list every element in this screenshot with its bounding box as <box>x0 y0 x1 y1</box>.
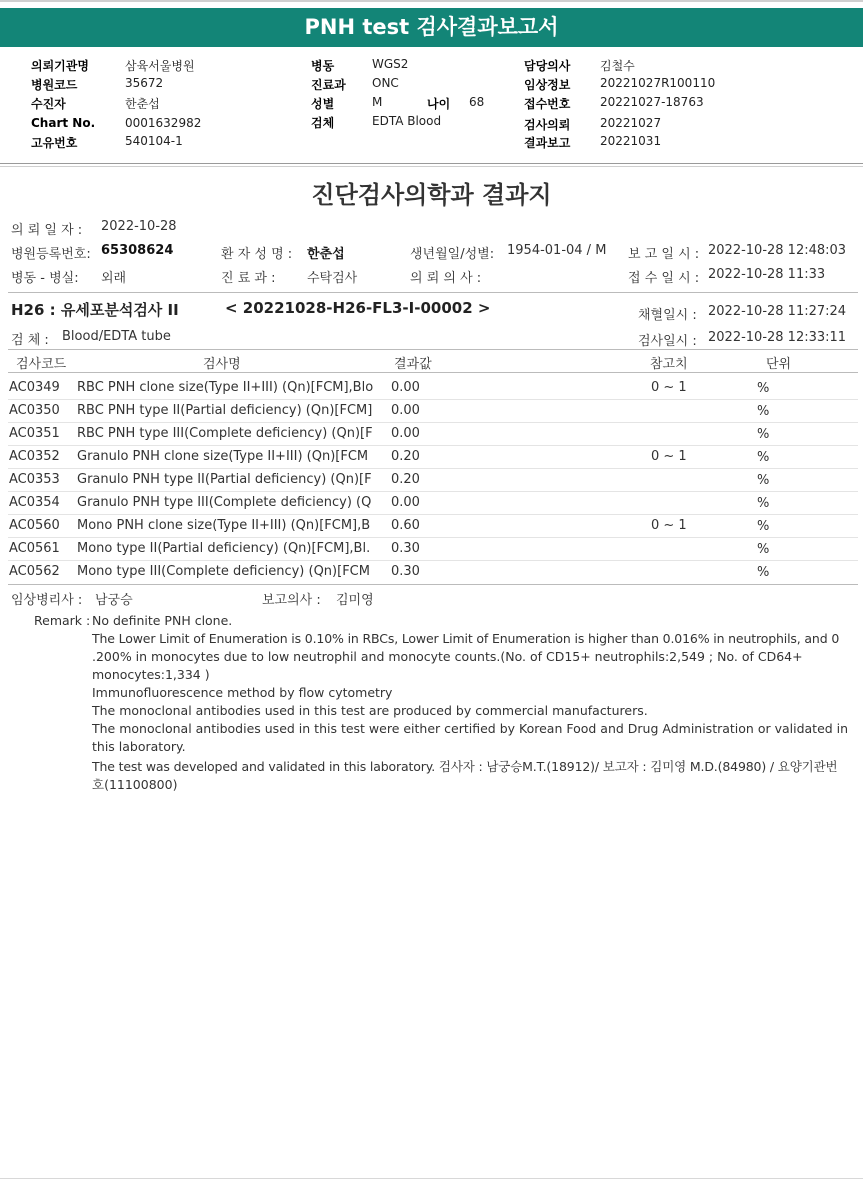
header-value-age: 68 <box>469 95 485 109</box>
row-name: Mono type III(Complete deficiency) (Qn)[FCM <box>77 564 370 579</box>
birth-sex-label: 생년월일/성별: <box>410 247 495 262</box>
header-value-institution: 삼육서울병원 <box>125 59 195 73</box>
table-top-divider <box>8 349 858 350</box>
remark-line: The test was developed and validated in this laboratory. 검사자 : 남궁승M.T.(18912)/ 보고자 : 김미영 M.D.(84980) / 요양기관번 <box>92 759 838 774</box>
row-name: Mono PNH clone size(Type II+III) (Qn)[FCM],B <box>77 518 371 533</box>
remark-line: No definite PNH clone. <box>92 613 233 628</box>
test-group-title: H26 : 유세포분석검사 II <box>11 301 179 319</box>
row-code: AC0351 <box>9 426 60 441</box>
col-header-unit: 단위 <box>766 357 792 372</box>
row-unit: % <box>757 404 770 419</box>
row-code: AC0352 <box>9 449 60 464</box>
row-code: AC0349 <box>9 380 60 395</box>
technician-label: 임상병리사 : <box>11 593 83 608</box>
header-label-clinical-info: 임상정보 <box>524 78 571 92</box>
remark-line: The Lower Limit of Enumeration is 0.10% in RBCs, Lower Limit of Enumeration is higher than 0.016% in neutrophils, and 0 <box>92 631 840 646</box>
header-value-specimen: EDTA Blood <box>372 114 442 128</box>
header-value-chart-no: 0001632982 <box>125 116 202 130</box>
row-result: 0.30 <box>391 541 420 556</box>
row-result: 0.20 <box>391 472 420 487</box>
reg-no-label: 병원등록번호: <box>11 247 91 262</box>
row-result: 0.00 <box>391 403 420 418</box>
receipt-time-value: 2022-10-28 11:33 <box>708 267 826 282</box>
row-unit: % <box>757 427 770 442</box>
header-label-chart-no: Chart No. <box>31 116 96 130</box>
report-time-value: 2022-10-28 12:48:03 <box>708 243 847 258</box>
collect-time-value: 2022-10-28 11:27:24 <box>708 304 847 319</box>
remark-label: Remark : <box>34 613 91 628</box>
department-value: 수탁검사 <box>307 271 358 286</box>
specimen-label: 검 체 : <box>11 333 49 348</box>
info-divider <box>8 292 858 293</box>
col-header-name: 검사명 <box>203 357 241 372</box>
report-banner-title: PNH test 검사결과보고서 <box>0 8 863 47</box>
row-ref: 0 ~ 1 <box>651 449 687 464</box>
header-label-dept: 진료과 <box>311 78 346 92</box>
receipt-time-label: 접 수 일 시 : <box>628 271 700 286</box>
row-ref: 0 ~ 1 <box>651 380 687 395</box>
row-divider <box>8 445 858 446</box>
request-date-value: 2022-10-28 <box>101 219 177 234</box>
row-code: AC0353 <box>9 472 60 487</box>
page-bottom-border <box>0 1178 863 1179</box>
header-value-result-report: 20221031 <box>600 134 662 148</box>
row-result: 0.00 <box>391 380 420 395</box>
row-code: AC0350 <box>9 403 60 418</box>
reporting-doctor-value: 김미영 <box>336 593 374 608</box>
row-unit: % <box>757 496 770 511</box>
technician-value: 남궁승 <box>95 593 133 608</box>
exam-time-label: 검사일시 : <box>638 334 697 349</box>
patient-name-label: 환 자 성 명 : <box>221 247 293 262</box>
specimen-id: < 20221028-H26-FL3-I-00002 > <box>225 299 491 317</box>
remark-line: monocytes:1,334 ) <box>92 667 210 682</box>
row-name: Granulo PNH clone size(Type II+III) (Qn)[FCM <box>77 449 369 464</box>
header-label-ward: 병동 <box>311 59 335 73</box>
header-label-doctor: 담당의사 <box>524 59 571 73</box>
row-unit: % <box>757 473 770 488</box>
row-divider <box>8 422 858 423</box>
header-value-request: 20221027 <box>600 116 662 130</box>
row-divider <box>8 537 858 538</box>
remark-line: this laboratory. <box>92 739 186 754</box>
col-header-code: 검사코드 <box>16 357 67 372</box>
header-divider <box>0 163 863 164</box>
header-label-sex: 성별 <box>311 97 335 111</box>
collect-time-label: 채혈일시 : <box>638 308 697 323</box>
header-value-hospital-code: 35672 <box>125 76 164 90</box>
ward-room-label: 병동 - 병실: <box>11 271 79 286</box>
row-code: AC0560 <box>9 518 60 533</box>
remark-line: Immunofluorescence method by flow cytometry <box>92 685 393 700</box>
header-label-institution: 의뢰기관명 <box>31 59 89 73</box>
header-value-dept: ONC <box>372 76 399 90</box>
report-title: 진단검사의학과 결과지 <box>311 181 552 209</box>
department-label: 진 료 과 : <box>221 271 276 286</box>
row-code: AC0561 <box>9 541 60 556</box>
row-unit: % <box>757 565 770 580</box>
row-unit: % <box>757 542 770 557</box>
row-divider <box>8 514 858 515</box>
remark-line: .200% in monocytes due to low neutrophil and monocyte counts.(No. of CD15+ neutrophils:2,549 ; No. of CD64+ <box>92 649 803 664</box>
row-divider <box>8 399 858 400</box>
header-label-receipt-no: 접수번호 <box>524 97 571 111</box>
header-value-doctor: 김철수 <box>600 59 635 73</box>
ward-room-value: 외래 <box>101 271 127 286</box>
row-unit: % <box>757 381 770 396</box>
specimen-value: Blood/EDTA tube <box>62 329 171 344</box>
header-value-sex: M <box>372 95 383 109</box>
header-label-unique-no: 고유번호 <box>31 136 78 150</box>
row-name: Granulo PNH type III(Complete deficiency) (Q <box>77 495 372 510</box>
row-unit: % <box>757 450 770 465</box>
col-header-ref: 참고치 <box>650 357 688 372</box>
row-name: RBC PNH clone size(Type II+III) (Qn)[FCM],Blo <box>77 380 374 395</box>
reg-no-value: 65308624 <box>101 243 174 258</box>
reporting-doctor-label: 보고의사 : <box>262 593 321 608</box>
header-divider-shadow <box>0 166 863 167</box>
row-divider <box>8 491 858 492</box>
row-name: Mono type II(Partial deficiency) (Qn)[FCM],Bl. <box>77 541 371 556</box>
row-code: AC0562 <box>9 564 60 579</box>
header-label-hospital-code: 병원코드 <box>31 78 78 92</box>
header-label-patient: 수진자 <box>31 97 66 111</box>
row-name: RBC PNH type II(Partial deficiency) (Qn)[FCM] <box>77 403 373 418</box>
remark-line: The monoclonal antibodies used in this test are produced by commercial manufacturers. <box>92 703 648 718</box>
header-value-receipt-no: 20221027-18763 <box>600 95 704 109</box>
row-result: 0.60 <box>391 518 420 533</box>
header-value-unique-no: 540104-1 <box>125 134 183 148</box>
row-name: RBC PNH type III(Complete deficiency) (Qn)[F <box>77 426 373 441</box>
row-result: 0.00 <box>391 495 420 510</box>
row-result: 0.30 <box>391 564 420 579</box>
header-value-clinical-info: 20221027R100110 <box>600 76 716 90</box>
birth-sex-value: 1954-01-04 / M <box>507 243 607 258</box>
table-header-divider <box>8 372 858 373</box>
header-label-result-report: 결과보고 <box>524 136 571 150</box>
row-divider <box>8 560 858 561</box>
row-result: 0.20 <box>391 449 420 464</box>
header-label-request: 검사의뢰 <box>524 118 571 132</box>
header-label-specimen: 검체 <box>311 116 335 130</box>
col-header-result: 결과값 <box>394 357 432 372</box>
row-name: Granulo PNH type II(Partial deficiency) (Qn)[F <box>77 472 372 487</box>
report-time-label: 보 고 일 시 : <box>628 247 700 262</box>
row-divider <box>8 468 858 469</box>
header-value-ward: WGS2 <box>372 57 409 71</box>
row-ref: 0 ~ 1 <box>651 518 687 533</box>
request-date-label: 의 뢰 일 자 : <box>11 223 83 238</box>
header-label-age: 나이 <box>427 97 451 111</box>
remark-line: 호(11100800) <box>92 777 178 792</box>
top-border <box>0 0 863 2</box>
remark-line: The monoclonal antibodies used in this test were either certified by Korean Food and Drug Administration or validated in <box>92 721 849 736</box>
exam-time-value: 2022-10-28 12:33:11 <box>708 330 847 345</box>
row-code: AC0354 <box>9 495 60 510</box>
row-result: 0.00 <box>391 426 420 441</box>
table-bottom-divider <box>8 584 858 585</box>
header-value-patient: 한춘섭 <box>125 97 160 111</box>
requesting-doctor-label: 의 뢰 의 사 : <box>410 271 482 286</box>
row-unit: % <box>757 519 770 534</box>
patient-name-value: 한춘섭 <box>307 247 345 262</box>
